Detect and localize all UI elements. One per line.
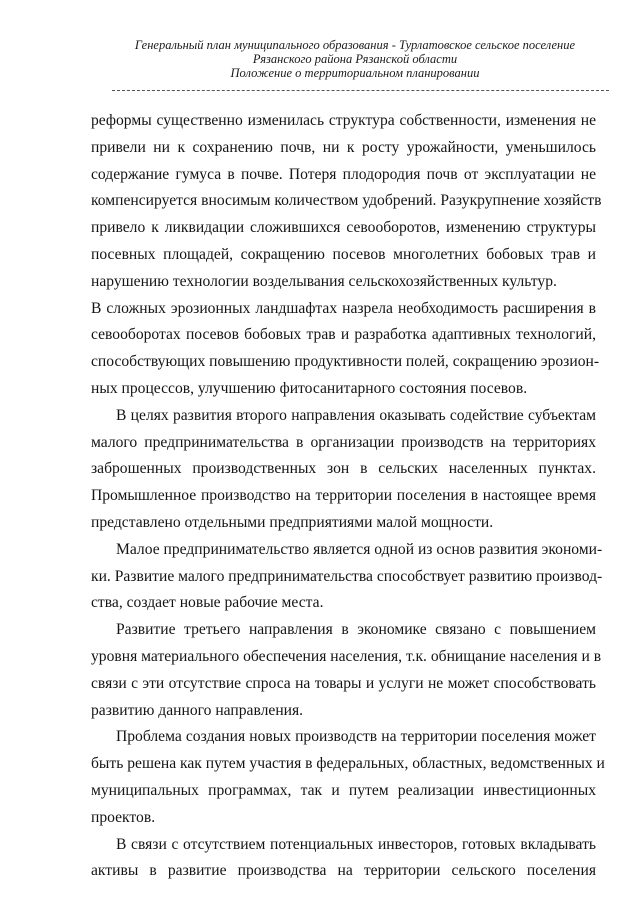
text-line: способствующих повышению продуктивности полей, сокращению эрозион- xyxy=(91,353,600,371)
text-line: привели ни к сохранению почв, ни к росту урожайности, уменьшилось xyxy=(91,138,596,156)
header-region-line: Рязанского района Рязанской области xyxy=(252,52,458,66)
text-line: связи с эти отсутствие спроса на товары и услуги не может способствовать xyxy=(91,674,596,692)
text-line: представлено отдельными предприятиями малой мощности. xyxy=(91,513,494,531)
text-line: развитию данного направления. xyxy=(91,701,304,719)
text-line: заброшенных производственных зон в сельских населенных пунктах. xyxy=(91,460,596,478)
document-body xyxy=(91,108,605,885)
text-line: ства, создает новые рабочие места. xyxy=(91,594,324,612)
header-divider xyxy=(112,90,609,91)
text-line: ки. Развитие малого предпринимательства способствует развитию производ- xyxy=(91,567,603,585)
text-line: Промышленное производство на территории поселения в настоящее время xyxy=(91,487,596,505)
text-line: посевных площадей, сокращению посевов многолетних бобовых трав и xyxy=(91,245,596,263)
text-line: В целях развития второго направления оказывать содействие субъектам xyxy=(116,406,596,424)
text-line: ных процессов, улучшению фитосанитарного состояния посевов. xyxy=(91,379,528,397)
text-line: активы в развитие производства на территории сельского поселения xyxy=(91,862,596,880)
paragraph xyxy=(91,403,596,537)
paragraph xyxy=(91,108,602,403)
running-header xyxy=(100,38,610,80)
paragraph xyxy=(91,832,596,886)
text-line: Развитие третьего направления в экономике связано с повышением xyxy=(116,621,596,639)
text-line: Проблема создания новых производств на территории поселения может xyxy=(116,728,596,746)
paragraph xyxy=(91,537,603,617)
text-line: В сложных эрозионных ландшафтах назрела необходимость расширения в xyxy=(91,299,596,317)
text-line: привело к ликвидации сложившихся севооборотов, изменению структуры xyxy=(91,219,596,237)
text-line: муниципальных программах, так и путем реализации инвестиционных xyxy=(91,781,596,799)
text-line: быть решена как путем участия в федеральных, областных, ведомственных и xyxy=(91,755,605,773)
paragraph xyxy=(91,617,602,724)
text-line: компенсируется вносимым количеством удобрений. Разукрупнение хозяйств xyxy=(91,192,602,210)
text-line: реформы существенно изменилась структура собственности, изменения не xyxy=(91,112,596,129)
text-line: нарушению технологии возделывания сельскохозяйственных культур. xyxy=(91,272,557,290)
header-section-line: Положение о территориальном планировании xyxy=(230,66,480,80)
text-line: уровня материального обеспечения населения, т.к. обнищание населения и в xyxy=(91,647,602,665)
paragraph xyxy=(91,724,605,831)
text-line: малого предпринимательства в организации производств на территориях xyxy=(91,433,596,451)
text-line: севооборотах посевов бобовых трав и разработка адаптивных технологий, xyxy=(91,326,596,344)
text-line: Малое предпринимательство является одной из основ развития экономи- xyxy=(116,540,603,558)
text-line: содержание гумуса в почве. Потеря плодородия почв от эксплуатации не xyxy=(91,165,596,183)
text-line: В связи с отсутствием потенциальных инвесторов, готовых вкладывать xyxy=(116,835,596,853)
header-title-line: Генеральный план муниципального образования - Турлатовское сельское поселение xyxy=(134,38,576,52)
text-line: проектов. xyxy=(91,808,156,826)
